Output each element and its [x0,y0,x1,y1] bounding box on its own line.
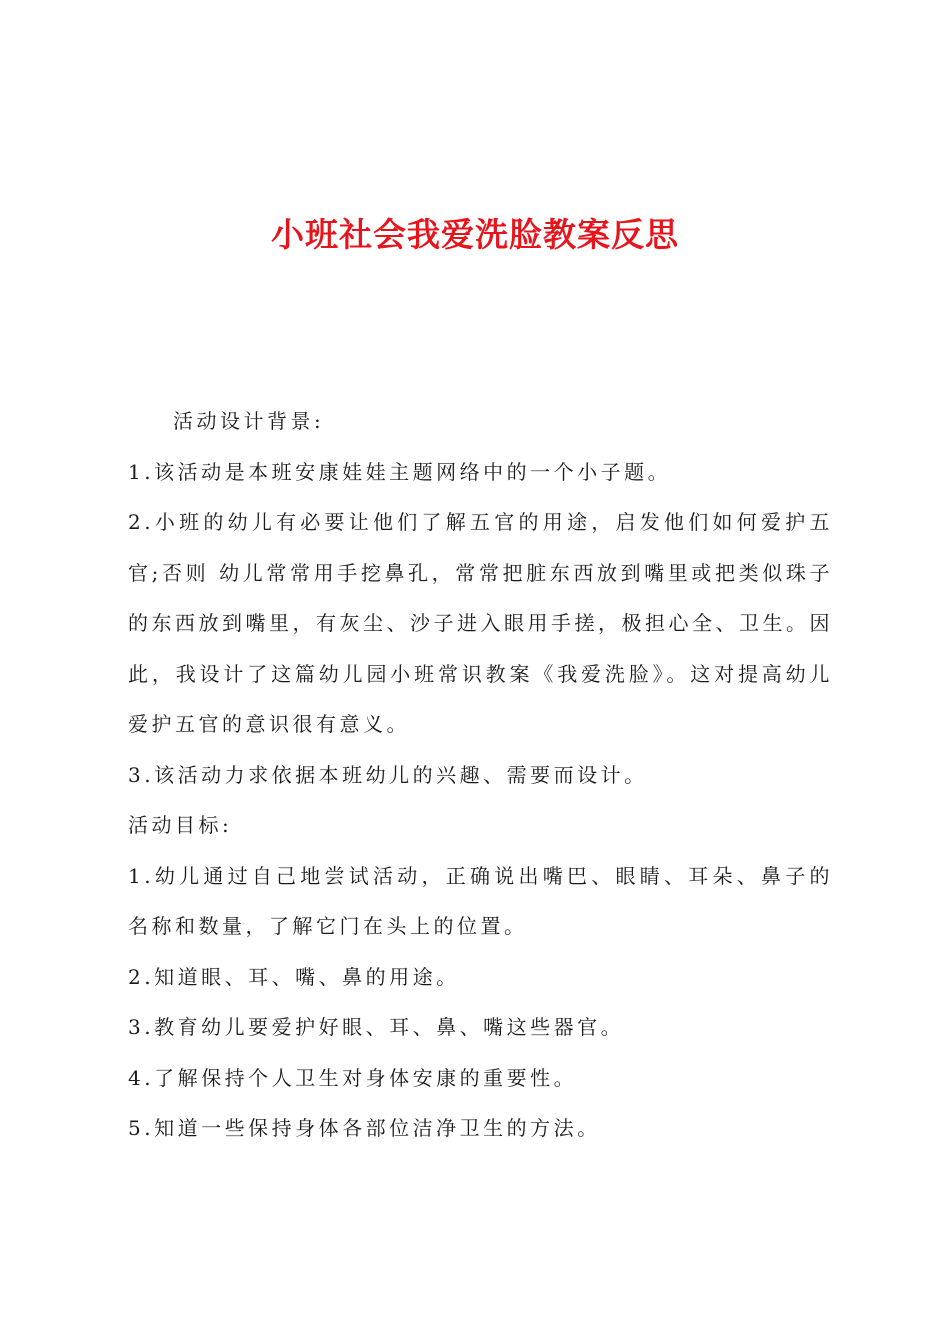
section-heading-background: 活动设计背景: [173,409,325,433]
document-title: 小班社会我爱洗脸教案反思 [271,215,679,254]
goal-item-4: 4.了解保持个人卫生对身体安康的重要性。 [128,1065,578,1090]
goal-item-5: 5.知道一些保持身体各部位洁净卫生的方法。 [128,1116,601,1140]
goal-item-1: 1.幼儿通过自己地尝试活动，正确说出嘴巴、眼睛、耳朵、鼻子的名称和数量，了解它门在头上的位置。 [128,863,833,938]
section-heading-goals: 活动目标: [128,813,233,837]
goal-item-2: 2.知道眼、耳、嘴、鼻的用途。 [128,964,460,989]
document-body [128,396,833,1154]
goal-item-3: 3.教育幼儿要爱护好眼、耳、鼻、嘴这些器官。 [128,1015,625,1039]
background-item-3: 3.该活动力求依据本班幼儿的兴趣、需要而设计。 [128,762,648,787]
background-item-1: 1.该活动是本班安康娃娃主题网络中的一个小子题。 [128,459,672,484]
background-item-2: 2.小班的幼儿有必要让他们了解五官的用途，启发他们如何爱护五官;否则 幼儿常常用手挖鼻孔，常常把脏东西放到嘴里或把类似珠子的东西放到嘴里，有灰尘、沙子进入眼用手搓，极担心全、卫生。因此，我设计了这篇幼儿园小班常识教案《我爱洗脸》。这对提高幼儿爱护五官的意识很有意义。 [128,510,833,736]
